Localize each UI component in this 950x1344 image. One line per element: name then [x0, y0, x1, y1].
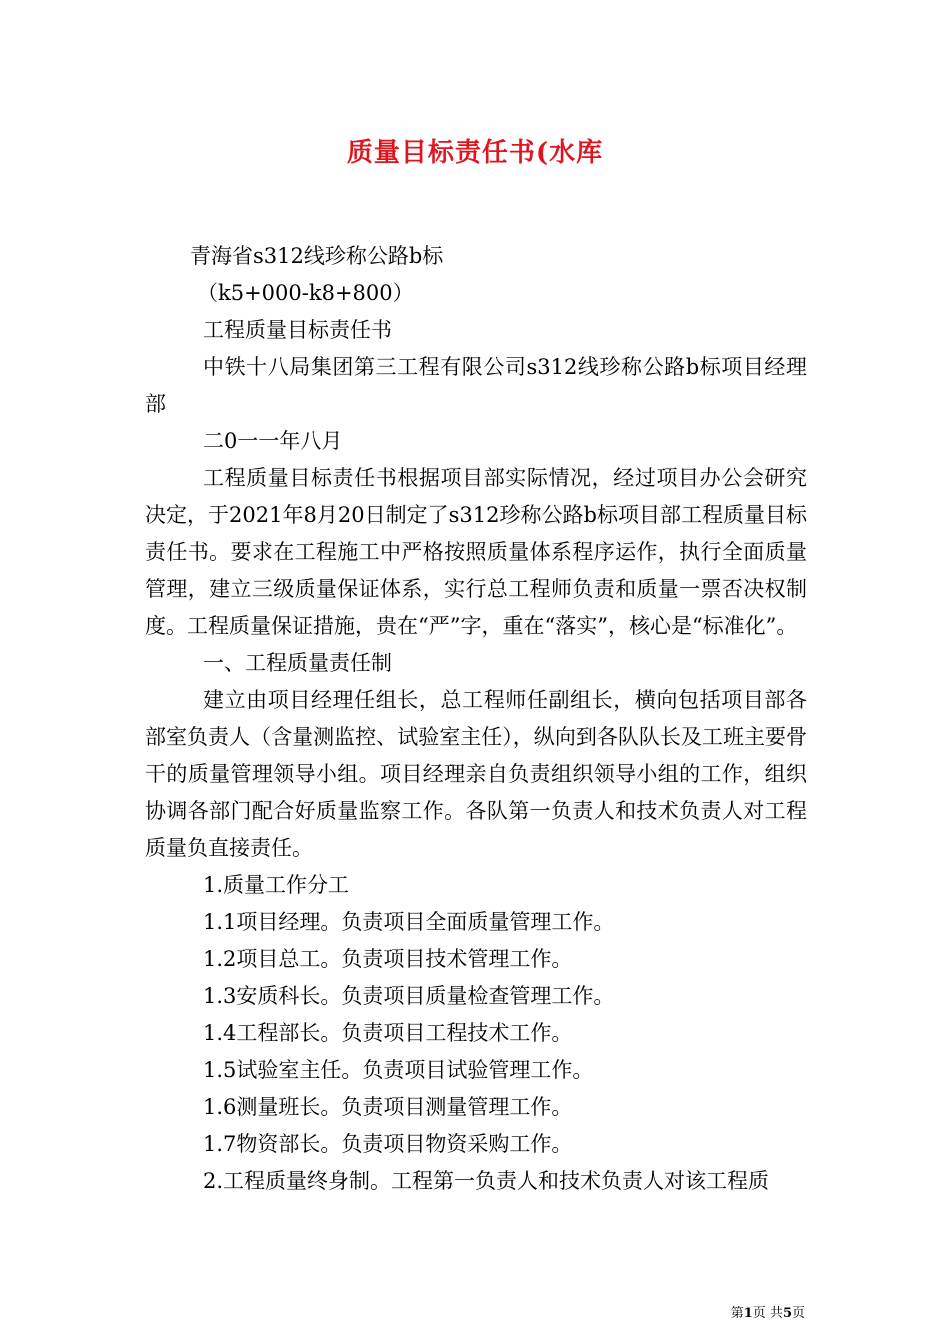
- paragraph-company: 中铁十八局集团第三工程有限公司s312线珍称公路b标项目经理部: [145, 355, 807, 416]
- list-item: 1.1项目经理。负责项目全面质量管理工作。: [203, 910, 615, 934]
- footer-suffix: 页: [791, 1306, 805, 1321]
- list-heading-division: 1.质量工作分工: [203, 873, 350, 897]
- paragraph-doc-name: 工程质量目标责任书: [203, 318, 392, 342]
- paragraph-chainage: （k5+000-k8+800）: [197, 281, 414, 305]
- list-item: 1.2项目总工。负责项目技术管理工作。: [203, 947, 573, 971]
- list-item: 1.7物资部长。负责项目物资采购工作。: [203, 1132, 573, 1156]
- footer-prefix: 第: [730, 1306, 744, 1321]
- document-title: 质量目标责任书(水库: [346, 138, 604, 168]
- list-item: 1.5试验室主任。负责项目试验管理工作。: [203, 1058, 594, 1082]
- paragraph-organization: 建立由项目经理任组长，总工程师任副组长，横向包括项目部各部室负责人（含量测监控、试验室主任），纵向到各队队长及工班主要骨干的质量管理领导小组。项目经理亲自负责组织领导小组的工作，组织协调各部门配合好质量监察工作。各队第一负责人和技术负责人对工程质量负直接责任。: [145, 688, 807, 860]
- paragraph-project-name: 青海省s312线珍称公路b标: [190, 244, 444, 268]
- section-heading-1: 一、工程质量责任制: [203, 651, 392, 675]
- list-item: 1.6测量班长。负责项目测量管理工作。: [203, 1095, 573, 1119]
- document-body: [145, 238, 807, 1200]
- paragraph-intro: 工程质量目标责任书根据项目部实际情况，经过项目办公会研究决定，于2021年8月20日制定了s312珍称公路b标项目部工程质量目标责任书。要求在工程施工中严格按照质量体系程序运作，执行全面质量管理，建立三级质量保证体系，实行总工程师负责和质量一票否决权制度。工程质量保证措施，贵在“严”字，重在“落实”，核心是“标准化”。: [145, 466, 807, 638]
- list-item: 1.4工程部长。负责项目工程技术工作。: [203, 1021, 573, 1045]
- list-item: 1.3安质科长。负责项目质量检查管理工作。: [203, 984, 615, 1008]
- footer-total-pages: 5: [782, 1306, 792, 1321]
- page-footer: [731, 1302, 805, 1321]
- footer-page-number: 1: [743, 1306, 753, 1321]
- footer-middle: 页 共: [752, 1306, 783, 1321]
- paragraph-lifetime-responsibility: 2.工程质量终身制。工程第一负责人和技术负责人对该工程质: [203, 1169, 770, 1193]
- paragraph-date: 二0一一年八月: [203, 429, 343, 453]
